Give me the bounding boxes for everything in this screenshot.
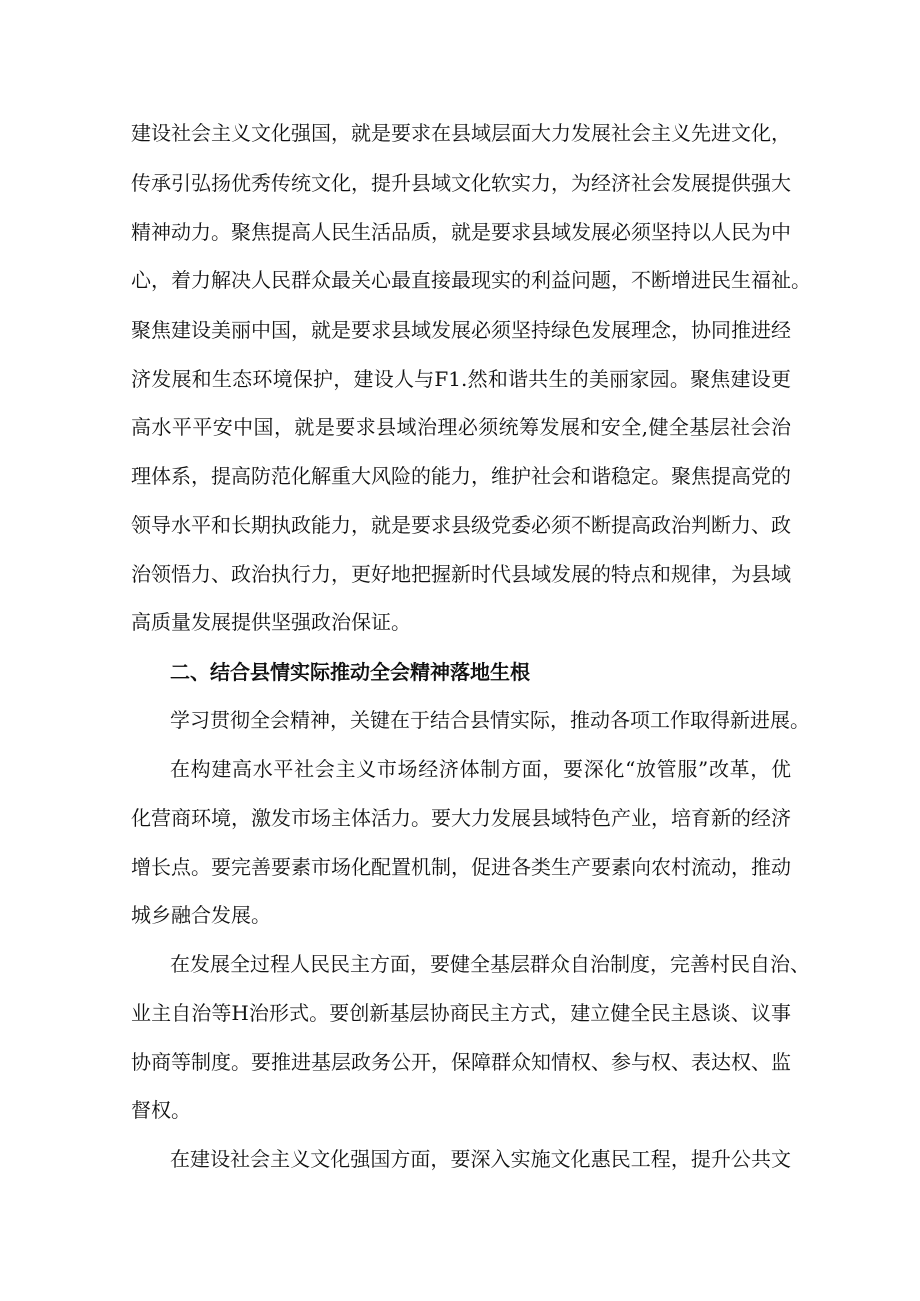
- section-heading: 二、结合县情实际推动全会精神落地生根: [170, 660, 530, 684]
- paragraph-2-line-1: 学习贯彻全会精神，关键在于结合县情实际，推动各项工作取得新进展。: [170, 708, 810, 732]
- paragraph-1-line-2: 传承引弘扬优秀传统文化，提升县域文化软实力，为经济社会发展提供强大: [131, 171, 791, 195]
- paragraph-1-line-6: 济发展和生态环境保护，建设人与F1.然和谐共生的美丽家园。聚焦建设更: [131, 367, 791, 391]
- paragraph-3-line-3: 增长点。要完善要素市场化配置机制，促进各类生产要素向农村流动，推动: [131, 855, 791, 879]
- paragraph-1-line-4: 心，着力解决人民群众最关心最直接最现实的利益问题，不断增进民生福祉。: [131, 268, 811, 292]
- paragraph-1-line-10: 治领悟力、政治执行力，更好地把握新时代县域发展的特点和规律，为县域: [131, 562, 791, 586]
- paragraph-5-line-1: 在建设社会主义文化强国方面，要深入实施文化惠民工程，提升公共文: [170, 1147, 791, 1171]
- paragraph-3-line-4: 城乡融合发展。: [131, 903, 271, 927]
- paragraph-1-line-3: 精神动力。聚焦提高人民生活品质，就是要求县域发展必须坚持以人民为中: [131, 220, 791, 244]
- paragraph-4-line-1: 在发展全过程人民民主方面，要健全基层群众自治制度，完善村民自治、: [170, 952, 810, 976]
- paragraph-1-line-1: 建设社会主义文化强国，就是要求在县域层面大力发展社会主义先进文化，: [131, 121, 791, 145]
- paragraph-1-line-8: 理体系，提高防范化解重大风险的能力，维护社会和谐稳定。聚焦提高党的: [131, 464, 791, 488]
- paragraph-3-line-2: 化营商环境，激发市场主体活力。要大力发展县域特色产业，培育新的经济: [131, 806, 791, 830]
- paragraph-1-line-11: 高质量发展提供坚强政治保证。: [131, 610, 411, 634]
- paragraph-4-line-4: 督权。: [131, 1098, 191, 1122]
- paragraph-1-line-5: 聚焦建设美丽中国，就是要求县域发展必须坚持绿色发展理念，协同推进经: [131, 318, 791, 342]
- paragraph-3-line-1: 在构建高水平社会主义市场经济体制方面，要深化“放管服”改革，优: [170, 757, 791, 781]
- paragraph-4-line-3: 协商等制度。要推进基层政务公开，保障群众知情权、参与权、表达权、监: [131, 1050, 791, 1074]
- paragraph-1-line-9: 领导水平和长期执政能力，就是要求县级党委必须不断提高政治判断力、政: [131, 513, 791, 537]
- paragraph-1-line-7: 高水平平安中国，就是要求县域治理必须统筹发展和安全,健全基层社会治: [131, 415, 791, 439]
- paragraph-4-line-2: 业主自治等H治形式。要创新基层协商民主方式，建立健全民主恳谈、议事: [131, 1001, 791, 1025]
